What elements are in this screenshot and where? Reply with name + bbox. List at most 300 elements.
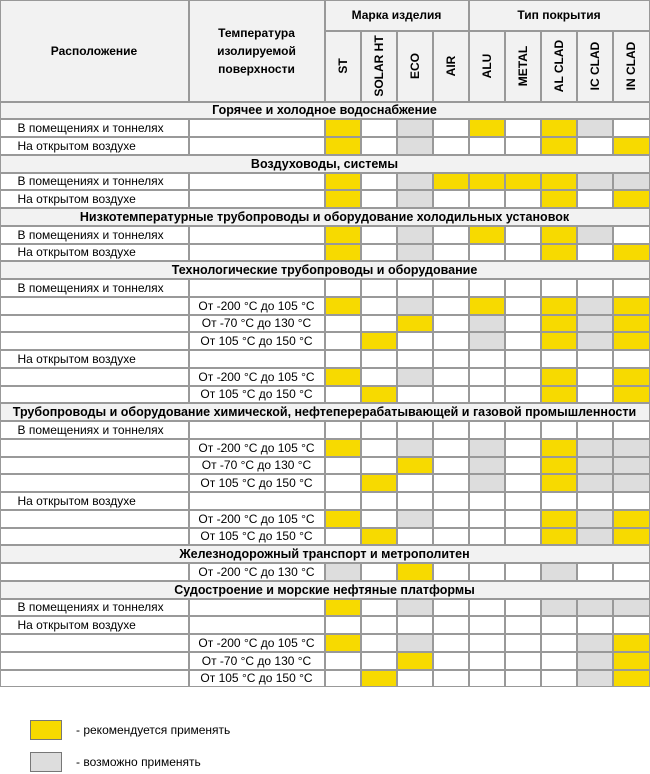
row-temperature — [189, 492, 325, 510]
matrix-cell — [541, 279, 577, 297]
row-location — [0, 528, 189, 546]
matrix-cell — [325, 350, 361, 368]
matrix-cell — [397, 315, 433, 333]
matrix-cell — [397, 244, 433, 262]
matrix-cell — [433, 173, 469, 191]
matrix-cell — [577, 439, 613, 457]
column-header-label: ALU — [479, 53, 494, 79]
matrix-cell — [613, 421, 650, 439]
matrix-cell — [361, 670, 397, 688]
matrix-cell — [469, 563, 505, 581]
header-temperature: Температура изолируемой поверхности — [189, 0, 325, 102]
row-temperature: От -70 °С до 130 °С — [189, 315, 325, 333]
matrix-cell — [577, 190, 613, 208]
matrix-cell — [505, 634, 541, 652]
matrix-cell — [541, 368, 577, 386]
row-temperature — [189, 137, 325, 155]
matrix-cell — [397, 190, 433, 208]
row-temperature: От 105 °С до 150 °С — [189, 528, 325, 546]
matrix-cell — [397, 563, 433, 581]
matrix-cell — [577, 386, 613, 404]
matrix-cell — [505, 457, 541, 475]
matrix-cell — [397, 137, 433, 155]
matrix-cell — [505, 386, 541, 404]
matrix-cell — [613, 190, 650, 208]
matrix-cell — [397, 599, 433, 617]
matrix-cell — [469, 279, 505, 297]
row-temperature: От -70 °С до 130 °С — [189, 652, 325, 670]
row-location: На открытом воздухе — [0, 616, 189, 634]
matrix-cell — [469, 421, 505, 439]
matrix-cell — [613, 510, 650, 528]
matrix-cell — [505, 368, 541, 386]
matrix-cell — [397, 421, 433, 439]
matrix-cell — [469, 368, 505, 386]
matrix-cell — [505, 173, 541, 191]
column-header-label: SOLAR HT — [371, 35, 386, 97]
matrix-cell — [397, 332, 433, 350]
matrix-cell — [397, 652, 433, 670]
row-location: На открытом воздухе — [0, 492, 189, 510]
matrix-cell — [505, 670, 541, 688]
matrix-cell — [469, 386, 505, 404]
matrix-cell — [541, 173, 577, 191]
matrix-cell — [397, 368, 433, 386]
column-header-label: IC CLAD — [587, 41, 602, 91]
row-location: В помещениях и тоннелях — [0, 226, 189, 244]
matrix-cell — [505, 119, 541, 137]
matrix-cell — [541, 599, 577, 617]
matrix-cell — [469, 652, 505, 670]
matrix-cell — [361, 332, 397, 350]
matrix-cell — [361, 315, 397, 333]
matrix-cell — [361, 421, 397, 439]
matrix-cell — [541, 386, 577, 404]
matrix-cell — [577, 474, 613, 492]
matrix-cell — [325, 421, 361, 439]
matrix-cell — [325, 244, 361, 262]
matrix-cell — [541, 616, 577, 634]
matrix-cell — [505, 510, 541, 528]
matrix-cell — [613, 492, 650, 510]
matrix-cell — [541, 457, 577, 475]
row-location: На открытом воздухе — [0, 244, 189, 262]
matrix-cell — [613, 368, 650, 386]
matrix-cell — [361, 119, 397, 137]
matrix-cell — [541, 350, 577, 368]
matrix-cell — [325, 599, 361, 617]
matrix-cell — [433, 599, 469, 617]
matrix-cell — [433, 350, 469, 368]
matrix-cell — [325, 439, 361, 457]
matrix-cell — [505, 528, 541, 546]
matrix-cell — [325, 492, 361, 510]
matrix-cell — [361, 510, 397, 528]
matrix-cell — [433, 315, 469, 333]
legend-label-possible: - возможно применять — [76, 755, 201, 769]
column-header-label: AIR — [443, 55, 458, 77]
matrix-cell — [577, 616, 613, 634]
matrix-cell — [577, 421, 613, 439]
matrix-cell — [541, 332, 577, 350]
matrix-cell — [361, 368, 397, 386]
matrix-cell — [469, 332, 505, 350]
matrix-cell — [505, 350, 541, 368]
matrix-cell — [469, 137, 505, 155]
matrix-cell — [577, 368, 613, 386]
matrix-cell — [577, 510, 613, 528]
matrix-cell — [361, 616, 397, 634]
matrix-cell — [397, 173, 433, 191]
matrix-cell — [433, 563, 469, 581]
matrix-cell — [505, 492, 541, 510]
matrix-cell — [505, 563, 541, 581]
matrix-cell — [541, 421, 577, 439]
matrix-cell — [469, 492, 505, 510]
legend-item-possible — [30, 750, 201, 774]
row-location: В помещениях и тоннелях — [0, 599, 189, 617]
row-location — [0, 315, 189, 333]
row-temperature: От -200 °С до 105 °С — [189, 439, 325, 457]
matrix-cell — [325, 190, 361, 208]
section-title: Горячее и холодное водоснабжение — [0, 102, 650, 120]
matrix-cell — [361, 244, 397, 262]
matrix-cell — [433, 119, 469, 137]
matrix-cell — [361, 297, 397, 315]
row-location — [0, 297, 189, 315]
column-header-8 — [577, 31, 613, 102]
row-location: В помещениях и тоннелях — [0, 421, 189, 439]
section-title: Воздуховоды, системы — [0, 155, 650, 173]
matrix-cell — [469, 226, 505, 244]
matrix-cell — [361, 528, 397, 546]
row-temperature: От 105 °С до 150 °С — [189, 332, 325, 350]
matrix-cell — [325, 616, 361, 634]
matrix-cell — [541, 119, 577, 137]
matrix-cell — [577, 173, 613, 191]
matrix-cell — [577, 350, 613, 368]
matrix-cell — [433, 279, 469, 297]
matrix-cell — [469, 474, 505, 492]
matrix-cell — [541, 244, 577, 262]
matrix-cell — [325, 563, 361, 581]
header-coating-group: Тип покрытия — [469, 0, 650, 31]
matrix-cell — [397, 510, 433, 528]
row-temperature — [189, 599, 325, 617]
section-title: Судостроение и морские нефтяные платформы — [0, 581, 650, 599]
matrix-cell — [433, 510, 469, 528]
matrix-cell — [577, 244, 613, 262]
matrix-cell — [397, 616, 433, 634]
matrix-cell — [361, 457, 397, 475]
matrix-cell — [469, 297, 505, 315]
matrix-cell — [613, 599, 650, 617]
row-location — [0, 652, 189, 670]
matrix-cell — [433, 386, 469, 404]
matrix-cell — [505, 599, 541, 617]
section-title: Технологические трубопроводы и оборудование — [0, 261, 650, 279]
matrix-cell — [577, 599, 613, 617]
matrix-cell — [361, 226, 397, 244]
matrix-cell — [613, 439, 650, 457]
matrix-cell — [541, 315, 577, 333]
matrix-cell — [361, 137, 397, 155]
matrix-cell — [541, 439, 577, 457]
legend — [0, 690, 650, 774]
matrix-cell — [505, 332, 541, 350]
legend-swatch-recommended — [30, 720, 62, 740]
matrix-cell — [469, 670, 505, 688]
matrix-cell — [541, 297, 577, 315]
column-header-1 — [325, 31, 361, 102]
matrix-cell — [433, 652, 469, 670]
header-brand-group: Марка изделия — [325, 0, 469, 31]
matrix-cell — [433, 474, 469, 492]
row-temperature: От 105 °С до 150 °С — [189, 386, 325, 404]
matrix-cell — [397, 386, 433, 404]
row-temperature — [189, 119, 325, 137]
matrix-cell — [469, 616, 505, 634]
matrix-cell — [469, 528, 505, 546]
column-header-label: ST — [335, 58, 350, 74]
matrix-cell — [325, 297, 361, 315]
matrix-cell — [325, 634, 361, 652]
matrix-cell — [541, 226, 577, 244]
matrix-cell — [505, 315, 541, 333]
matrix-cell — [577, 652, 613, 670]
row-location: На открытом воздухе — [0, 137, 189, 155]
section-title: Железнодорожный транспорт и метрополитен — [0, 545, 650, 563]
column-header-4 — [433, 31, 469, 102]
matrix-cell — [361, 350, 397, 368]
matrix-cell — [397, 350, 433, 368]
row-location — [0, 563, 189, 581]
row-temperature — [189, 421, 325, 439]
matrix-cell — [541, 190, 577, 208]
header-location: Расположение — [0, 0, 189, 102]
row-location: В помещениях и тоннелях — [0, 173, 189, 191]
matrix-cell — [613, 563, 650, 581]
matrix-cell — [433, 190, 469, 208]
matrix-cell — [469, 510, 505, 528]
matrix-cell — [325, 332, 361, 350]
matrix-cell — [325, 119, 361, 137]
matrix-cell — [577, 226, 613, 244]
matrix-cell — [469, 634, 505, 652]
matrix-cell — [577, 137, 613, 155]
matrix-cell — [505, 226, 541, 244]
matrix-cell — [325, 528, 361, 546]
column-header-6 — [505, 31, 541, 102]
matrix-cell — [397, 439, 433, 457]
row-location — [0, 474, 189, 492]
matrix-cell — [325, 226, 361, 244]
row-temperature — [189, 226, 325, 244]
row-temperature — [189, 173, 325, 191]
matrix-cell — [505, 616, 541, 634]
matrix-cell — [613, 315, 650, 333]
matrix-cell — [433, 439, 469, 457]
column-header-label: ECO — [407, 52, 422, 80]
matrix-cell — [469, 173, 505, 191]
matrix-cell — [397, 528, 433, 546]
row-temperature — [189, 350, 325, 368]
matrix-cell — [433, 368, 469, 386]
matrix-cell — [469, 599, 505, 617]
matrix-cell — [361, 634, 397, 652]
matrix-cell — [613, 332, 650, 350]
matrix-cell — [613, 244, 650, 262]
column-header-label: AL CLAD — [551, 39, 566, 93]
matrix-cell — [469, 190, 505, 208]
row-temperature: От -200 °С до 105 °С — [189, 634, 325, 652]
matrix-cell — [397, 297, 433, 315]
matrix-cell — [505, 652, 541, 670]
row-temperature — [189, 279, 325, 297]
matrix-cell — [577, 297, 613, 315]
column-header-7 — [541, 31, 577, 102]
row-temperature: От -200 °С до 130 °С — [189, 563, 325, 581]
row-location — [0, 368, 189, 386]
matrix-cell — [613, 634, 650, 652]
matrix-cell — [325, 386, 361, 404]
matrix-cell — [433, 297, 469, 315]
row-location: На открытом воздухе — [0, 350, 189, 368]
matrix-cell — [505, 439, 541, 457]
matrix-cell — [325, 173, 361, 191]
matrix-cell — [361, 652, 397, 670]
matrix-cell — [325, 652, 361, 670]
matrix-cell — [397, 226, 433, 244]
matrix-cell — [613, 350, 650, 368]
matrix-cell — [325, 368, 361, 386]
matrix-cell — [613, 616, 650, 634]
column-header-9 — [613, 31, 650, 102]
matrix-cell — [397, 457, 433, 475]
matrix-cell — [433, 137, 469, 155]
row-location — [0, 439, 189, 457]
row-temperature: От 105 °С до 150 °С — [189, 670, 325, 688]
matrix-cell — [577, 492, 613, 510]
matrix-cell — [505, 474, 541, 492]
matrix-cell — [577, 119, 613, 137]
matrix-cell — [505, 190, 541, 208]
matrix-cell — [577, 670, 613, 688]
matrix-cell — [505, 137, 541, 155]
matrix-cell — [325, 137, 361, 155]
matrix-cell — [361, 190, 397, 208]
column-header-3 — [397, 31, 433, 102]
row-temperature: От 105 °С до 150 °С — [189, 474, 325, 492]
matrix-cell — [469, 350, 505, 368]
matrix-cell — [361, 563, 397, 581]
row-location — [0, 510, 189, 528]
matrix-cell — [541, 137, 577, 155]
matrix-cell — [541, 652, 577, 670]
row-location — [0, 670, 189, 688]
row-location — [0, 386, 189, 404]
column-header-5 — [469, 31, 505, 102]
matrix-cell — [577, 457, 613, 475]
matrix-cell — [325, 510, 361, 528]
matrix-cell — [397, 474, 433, 492]
matrix-cell — [541, 492, 577, 510]
matrix-cell — [433, 634, 469, 652]
matrix-cell — [613, 279, 650, 297]
matrix-cell — [541, 670, 577, 688]
matrix-cell — [361, 492, 397, 510]
matrix-cell — [325, 315, 361, 333]
matrix-cell — [397, 670, 433, 688]
column-header-label: METAL — [515, 45, 530, 87]
matrix-cell — [433, 528, 469, 546]
row-temperature: От -200 °С до 105 °С — [189, 297, 325, 315]
matrix-cell — [541, 563, 577, 581]
matrix-cell — [505, 297, 541, 315]
matrix-cell — [433, 670, 469, 688]
matrix-cell — [613, 652, 650, 670]
matrix-cell — [577, 279, 613, 297]
matrix-cell — [397, 492, 433, 510]
matrix-cell — [469, 119, 505, 137]
matrix-cell — [541, 528, 577, 546]
section-title: Трубопроводы и оборудование химической, нефтеперерабатывающей и газовой промышленности — [0, 403, 650, 421]
row-location: В помещениях и тоннелях — [0, 279, 189, 297]
matrix-cell — [361, 386, 397, 404]
matrix-cell — [613, 226, 650, 244]
matrix-cell — [469, 457, 505, 475]
row-temperature: От -200 °С до 105 °С — [189, 510, 325, 528]
row-temperature: От -200 °С до 105 °С — [189, 368, 325, 386]
matrix-cell — [541, 634, 577, 652]
matrix-cell — [397, 119, 433, 137]
matrix-cell — [433, 421, 469, 439]
matrix-cell — [361, 439, 397, 457]
legend-swatch-possible — [30, 752, 62, 772]
matrix-cell — [469, 315, 505, 333]
matrix-cell — [613, 173, 650, 191]
matrix-cell — [613, 119, 650, 137]
row-temperature — [189, 616, 325, 634]
matrix-cell — [613, 386, 650, 404]
matrix-cell — [361, 173, 397, 191]
matrix-cell — [541, 510, 577, 528]
matrix-cell — [325, 457, 361, 475]
matrix-cell — [577, 634, 613, 652]
matrix-cell — [433, 226, 469, 244]
matrix-cell — [361, 279, 397, 297]
matrix-cell — [613, 670, 650, 688]
matrix-cell — [361, 599, 397, 617]
matrix-cell — [325, 474, 361, 492]
matrix-cell — [505, 279, 541, 297]
row-location: В помещениях и тоннелях — [0, 119, 189, 137]
matrix-cell — [433, 244, 469, 262]
row-temperature — [189, 190, 325, 208]
column-header-2 — [361, 31, 397, 102]
matrix-cell — [361, 474, 397, 492]
column-header-label: IN CLAD — [624, 41, 638, 91]
matrix-cell — [397, 634, 433, 652]
row-temperature — [189, 244, 325, 262]
matrix-cell — [541, 474, 577, 492]
matrix-cell — [577, 315, 613, 333]
row-temperature: От -70 °С до 130 °С — [189, 457, 325, 475]
matrix-cell — [577, 563, 613, 581]
matrix-cell — [577, 528, 613, 546]
matrix-cell — [325, 670, 361, 688]
matrix-cell — [397, 279, 433, 297]
